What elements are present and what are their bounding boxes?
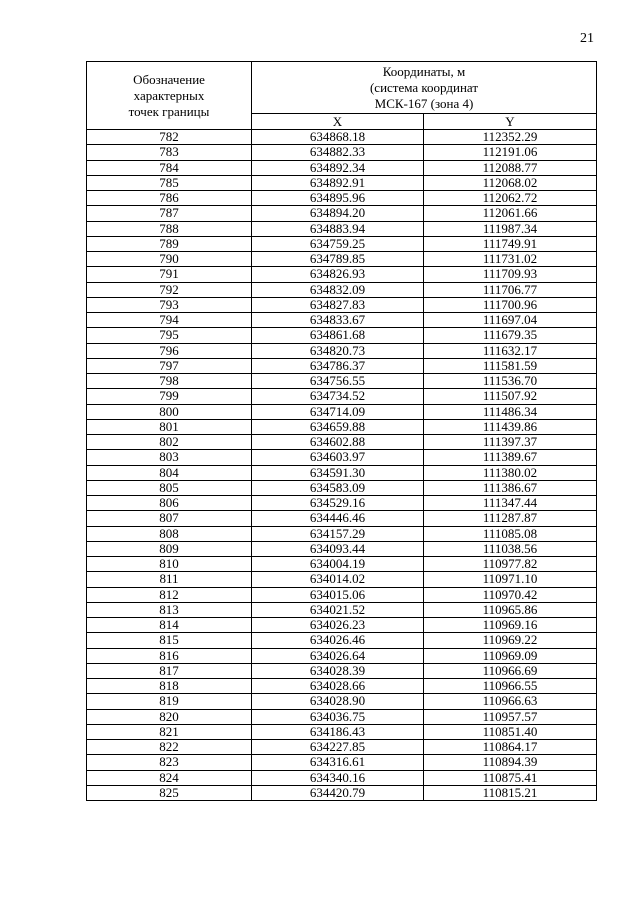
point-number-cell: 808 (87, 526, 252, 541)
table-row (87, 221, 597, 236)
x-coordinate-cell: 634316.61 (252, 755, 424, 770)
table-row (87, 450, 597, 465)
x-coordinate-cell: 634446.46 (252, 511, 424, 526)
y-coordinate-cell: 110966.69 (424, 663, 597, 678)
x-coordinate-cell: 634036.75 (252, 709, 424, 724)
y-coordinate-cell: 110977.82 (424, 557, 597, 572)
table-row (87, 160, 597, 175)
y-coordinate-cell: 111287.87 (424, 511, 597, 526)
x-coordinate-cell: 634602.88 (252, 435, 424, 450)
table-row (87, 435, 597, 450)
point-number-cell: 784 (87, 160, 252, 175)
table-row (87, 663, 597, 678)
point-number-cell: 798 (87, 374, 252, 389)
table-row (87, 297, 597, 312)
table-row (87, 633, 597, 648)
table-row (87, 389, 597, 404)
table-row (87, 755, 597, 770)
table-row (87, 511, 597, 526)
x-coordinate-cell: 634833.67 (252, 313, 424, 328)
x-coordinate-cell: 634591.30 (252, 465, 424, 480)
table-row (87, 419, 597, 434)
y-coordinate-cell: 110969.22 (424, 633, 597, 648)
x-coordinate-cell: 634882.33 (252, 145, 424, 160)
x-coordinate-cell: 634786.37 (252, 358, 424, 373)
x-coordinate-cell: 634868.18 (252, 130, 424, 145)
x-coordinate-cell: 634420.79 (252, 785, 424, 800)
table-row (87, 618, 597, 633)
y-coordinate-cell: 110894.39 (424, 755, 597, 770)
x-column-header: X (252, 114, 424, 130)
table-row (87, 374, 597, 389)
table-row (87, 709, 597, 724)
y-coordinate-cell: 111679.35 (424, 328, 597, 343)
table-row (87, 480, 597, 495)
table-row (87, 343, 597, 358)
y-coordinate-cell: 111709.93 (424, 267, 597, 282)
x-coordinate-cell: 634028.66 (252, 679, 424, 694)
table-body (87, 130, 597, 801)
y-coordinate-cell: 111085.08 (424, 526, 597, 541)
y-coordinate-cell: 111749.91 (424, 236, 597, 251)
y-coordinate-cell: 111632.17 (424, 343, 597, 358)
y-coordinate-cell: 110966.55 (424, 679, 597, 694)
y-column-header: Y (424, 114, 597, 130)
table-row (87, 206, 597, 221)
table-row (87, 145, 597, 160)
point-number-cell: 819 (87, 694, 252, 709)
point-number-cell: 801 (87, 419, 252, 434)
x-coordinate-cell: 634340.16 (252, 770, 424, 785)
y-coordinate-cell: 111507.92 (424, 389, 597, 404)
point-number-cell: 807 (87, 511, 252, 526)
y-coordinate-cell: 110864.17 (424, 740, 597, 755)
x-coordinate-cell: 634026.64 (252, 648, 424, 663)
x-coordinate-cell: 634021.52 (252, 602, 424, 617)
point-number-cell: 823 (87, 755, 252, 770)
point-number-cell: 795 (87, 328, 252, 343)
x-coordinate-cell: 634157.29 (252, 526, 424, 541)
point-header-line: точек границы (128, 103, 210, 119)
table-row (87, 724, 597, 739)
point-number-cell: 788 (87, 221, 252, 236)
point-number-cell: 790 (87, 252, 252, 267)
point-number-cell: 800 (87, 404, 252, 419)
point-number-cell: 804 (87, 465, 252, 480)
y-coordinate-cell: 112062.72 (424, 191, 597, 206)
y-coordinate-cell: 111397.37 (424, 435, 597, 450)
y-coordinate-cell: 112088.77 (424, 160, 597, 175)
page-number: 21 (580, 31, 594, 46)
point-number-cell: 818 (87, 679, 252, 694)
table-row (87, 191, 597, 206)
y-coordinate-cell: 111706.77 (424, 282, 597, 297)
table-row (87, 679, 597, 694)
point-number-cell: 810 (87, 557, 252, 572)
y-coordinate-cell: 110957.57 (424, 709, 597, 724)
x-coordinate-cell: 634026.23 (252, 618, 424, 633)
x-coordinate-cell: 634028.39 (252, 663, 424, 678)
x-coordinate-cell: 634892.91 (252, 175, 424, 190)
y-coordinate-cell: 112352.29 (424, 130, 597, 145)
y-coordinate-cell: 110969.09 (424, 648, 597, 663)
y-coordinate-cell: 111389.67 (424, 450, 597, 465)
point-number-cell: 785 (87, 175, 252, 190)
point-number-cell: 824 (87, 770, 252, 785)
x-coordinate-cell: 634529.16 (252, 496, 424, 511)
table-row (87, 557, 597, 572)
point-number-cell: 809 (87, 541, 252, 556)
table-row (87, 740, 597, 755)
x-coordinate-cell: 634789.85 (252, 252, 424, 267)
x-coordinate-cell: 634832.09 (252, 282, 424, 297)
point-number-cell: 786 (87, 191, 252, 206)
table-row (87, 694, 597, 709)
point-number-cell: 796 (87, 343, 252, 358)
point-number-cell: 787 (87, 206, 252, 221)
x-coordinate-cell: 634892.34 (252, 160, 424, 175)
x-coordinate-cell: 634883.94 (252, 221, 424, 236)
point-number-cell: 782 (87, 130, 252, 145)
coords-header-line: (система координат (369, 79, 479, 95)
x-coordinate-cell: 634826.93 (252, 267, 424, 282)
y-coordinate-cell: 112068.02 (424, 175, 597, 190)
x-coordinate-cell: 634714.09 (252, 404, 424, 419)
table-row (87, 602, 597, 617)
y-coordinate-cell: 110875.41 (424, 770, 597, 785)
point-number-cell: 816 (87, 648, 252, 663)
table-row (87, 130, 597, 145)
y-coordinate-cell: 110815.21 (424, 785, 597, 800)
point-number-cell: 793 (87, 297, 252, 312)
table-row (87, 465, 597, 480)
x-coordinate-cell: 634894.20 (252, 206, 424, 221)
y-coordinate-cell: 112061.66 (424, 206, 597, 221)
y-coordinate-cell: 111731.02 (424, 252, 597, 267)
x-coordinate-cell: 634093.44 (252, 541, 424, 556)
table-row (87, 328, 597, 343)
table-row (87, 587, 597, 602)
x-coordinate-cell: 634186.43 (252, 724, 424, 739)
x-coordinate-cell: 634861.68 (252, 328, 424, 343)
y-coordinate-cell: 111486.34 (424, 404, 597, 419)
table-row (87, 358, 597, 373)
y-coordinate-cell: 110966.63 (424, 694, 597, 709)
point-number-cell: 822 (87, 740, 252, 755)
point-number-cell: 821 (87, 724, 252, 739)
x-coordinate-cell: 634734.52 (252, 389, 424, 404)
table-row (87, 252, 597, 267)
point-number-cell: 783 (87, 145, 252, 160)
point-number-cell: 805 (87, 480, 252, 495)
table-row (87, 526, 597, 541)
x-coordinate-cell: 634014.02 (252, 572, 424, 587)
point-number-cell: 825 (87, 785, 252, 800)
y-coordinate-cell: 111581.59 (424, 358, 597, 373)
table-header (87, 62, 597, 130)
x-coordinate-cell: 634583.09 (252, 480, 424, 495)
point-number-cell: 814 (87, 618, 252, 633)
x-coordinate-cell: 634026.46 (252, 633, 424, 648)
table-row (87, 572, 597, 587)
table-row (87, 648, 597, 663)
table-row (87, 282, 597, 297)
x-coordinate-cell: 634004.19 (252, 557, 424, 572)
table-row (87, 770, 597, 785)
point-number-cell: 789 (87, 236, 252, 251)
point-number-cell: 817 (87, 663, 252, 678)
x-coordinate-cell: 634895.96 (252, 191, 424, 206)
coordinates-table (86, 61, 597, 801)
x-coordinate-cell: 634603.97 (252, 450, 424, 465)
point-number-cell: 820 (87, 709, 252, 724)
x-coordinate-cell: 634028.90 (252, 694, 424, 709)
table-row (87, 313, 597, 328)
table-row (87, 541, 597, 556)
x-coordinate-cell: 634659.88 (252, 419, 424, 434)
y-coordinate-cell: 110851.40 (424, 724, 597, 739)
coords-header-line: МСК-167 (зона 4) (374, 95, 474, 111)
point-number-cell: 794 (87, 313, 252, 328)
x-coordinate-cell: 634756.55 (252, 374, 424, 389)
y-coordinate-cell: 110970.42 (424, 587, 597, 602)
coords-header-line: Координаты, м (382, 63, 466, 79)
x-coordinate-cell: 634227.85 (252, 740, 424, 755)
point-number-cell: 811 (87, 572, 252, 587)
point-number-cell: 806 (87, 496, 252, 511)
point-designation-header (87, 62, 252, 130)
x-coordinate-cell: 634820.73 (252, 343, 424, 358)
table-row (87, 496, 597, 511)
point-number-cell: 797 (87, 358, 252, 373)
coordinates-header (252, 62, 597, 114)
y-coordinate-cell: 111697.04 (424, 313, 597, 328)
point-header-line: Обозначение (133, 71, 205, 87)
y-coordinate-cell: 111380.02 (424, 465, 597, 480)
x-coordinate-cell: 634759.25 (252, 236, 424, 251)
table-row (87, 785, 597, 800)
point-number-cell: 803 (87, 450, 252, 465)
y-coordinate-cell: 110971.10 (424, 572, 597, 587)
point-number-cell: 792 (87, 282, 252, 297)
table-row (87, 267, 597, 282)
y-coordinate-cell: 110965.86 (424, 602, 597, 617)
point-number-cell: 791 (87, 267, 252, 282)
y-coordinate-cell: 111439.86 (424, 419, 597, 434)
y-coordinate-cell: 111536.70 (424, 374, 597, 389)
point-number-cell: 799 (87, 389, 252, 404)
table-row (87, 236, 597, 251)
y-coordinate-cell: 111347.44 (424, 496, 597, 511)
y-coordinate-cell: 111038.56 (424, 541, 597, 556)
x-coordinate-cell: 634827.83 (252, 297, 424, 312)
x-coordinate-cell: 634015.06 (252, 587, 424, 602)
y-coordinate-cell: 111987.34 (424, 221, 597, 236)
point-number-cell: 802 (87, 435, 252, 450)
point-number-cell: 815 (87, 633, 252, 648)
y-coordinate-cell: 112191.06 (424, 145, 597, 160)
y-coordinate-cell: 111700.96 (424, 297, 597, 312)
y-coordinate-cell: 110969.16 (424, 618, 597, 633)
table-row (87, 175, 597, 190)
table-row (87, 404, 597, 419)
y-coordinate-cell: 111386.67 (424, 480, 597, 495)
point-number-cell: 813 (87, 602, 252, 617)
point-header-line: характерных (133, 87, 205, 103)
point-number-cell: 812 (87, 587, 252, 602)
